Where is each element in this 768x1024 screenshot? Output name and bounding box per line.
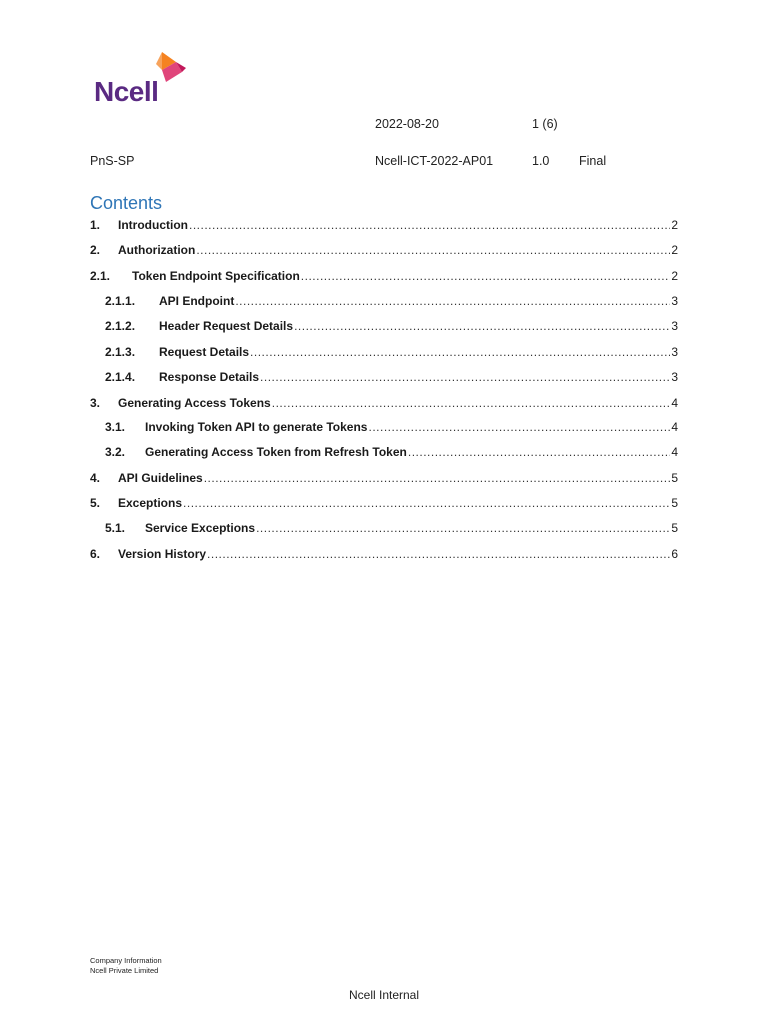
- toc-title: Version History: [118, 547, 207, 561]
- doc-id: Ncell-ICT-2022-AP01: [375, 154, 494, 168]
- toc-page-number: 3: [671, 319, 678, 333]
- toc-number: 2.1.1.: [105, 294, 136, 308]
- toc-number: 2.: [90, 243, 101, 257]
- toc-entry[interactable]: [105, 420, 678, 438]
- doc-date: 2022-08-20: [375, 117, 439, 131]
- toc-title: API Endpoint: [159, 294, 235, 308]
- toc-leader: [272, 396, 671, 410]
- toc-page-number: 2: [671, 218, 678, 232]
- toc-page-number: 3: [671, 370, 678, 384]
- toc-leader: [294, 319, 670, 333]
- toc-page-number: 4: [671, 420, 678, 434]
- toc-page-number: 4: [671, 396, 678, 410]
- toc-title: Authorization: [118, 243, 196, 257]
- toc-entry[interactable]: [90, 243, 678, 261]
- toc-entry[interactable]: [90, 547, 678, 565]
- toc-page-number: 3: [671, 345, 678, 359]
- department-label: PnS-SP: [90, 154, 135, 168]
- toc-title: Service Exceptions: [145, 521, 256, 535]
- toc-page-number: 5: [671, 471, 678, 485]
- toc-leader: [301, 269, 671, 283]
- contents-heading: Contents: [90, 193, 163, 213]
- toc-title: Response Details: [159, 370, 260, 384]
- toc-title: Request Details: [159, 345, 250, 359]
- logo-wordmark: Ncell: [94, 76, 159, 107]
- toc-page-number: 5: [671, 521, 678, 535]
- toc-page-number: 2: [671, 243, 678, 257]
- toc-title: Generating Access Tokens: [118, 396, 271, 410]
- page-indicator: 1 (6): [532, 117, 558, 131]
- toc-entry[interactable]: [90, 396, 678, 414]
- toc-number: 2.1.4.: [105, 370, 136, 384]
- toc-entry[interactable]: [105, 294, 678, 312]
- toc-title: API Guidelines: [118, 471, 203, 485]
- toc-number: 3.2.: [105, 445, 126, 459]
- toc-leader: [207, 547, 670, 561]
- toc-entry[interactable]: [105, 345, 678, 363]
- toc-leader: [196, 243, 670, 257]
- toc-leader: [204, 471, 671, 485]
- toc-entry[interactable]: [90, 496, 678, 514]
- toc-title: Token Endpoint Specification: [132, 269, 300, 283]
- doc-version: 1.0: [532, 154, 550, 168]
- toc-number: 3.1.: [105, 420, 126, 434]
- toc-number: 4.: [90, 471, 101, 485]
- toc-title: Exceptions: [118, 496, 183, 510]
- toc-entry[interactable]: [90, 471, 678, 489]
- toc-title: Invoking Token API to generate Tokens: [145, 420, 368, 434]
- logo-arrow-icon: [152, 50, 188, 86]
- footer-company-info-label: Company Information: [90, 956, 162, 965]
- toc-page-number: 5: [671, 496, 678, 510]
- toc-leader: [256, 521, 670, 535]
- toc-number: 2.1.: [90, 269, 111, 283]
- toc-page-number: 2: [671, 269, 678, 283]
- toc-entry[interactable]: [105, 445, 678, 463]
- footer-classification: Ncell Internal: [348, 988, 420, 1002]
- toc-leader: [408, 445, 670, 459]
- toc-number: 5.: [90, 496, 101, 510]
- toc-entry[interactable]: [105, 521, 678, 539]
- toc-entry[interactable]: [90, 269, 678, 287]
- toc-entry[interactable]: [105, 319, 678, 337]
- toc-entry[interactable]: [105, 370, 678, 388]
- toc-leader: [235, 294, 670, 308]
- toc-page-number: 4: [671, 445, 678, 459]
- toc-page-number: 6: [671, 547, 678, 561]
- toc-number: 3.: [90, 396, 101, 410]
- toc-leader: [250, 345, 670, 359]
- toc-leader: [368, 420, 670, 434]
- toc-leader: [183, 496, 670, 510]
- toc-number: 6.: [90, 547, 101, 561]
- toc-leader: [189, 218, 670, 232]
- toc-title: Introduction: [118, 218, 188, 232]
- toc-number: 1.: [90, 218, 101, 232]
- toc-number: 5.1.: [105, 521, 126, 535]
- toc-page-number: 3: [671, 294, 678, 308]
- footer-company-name: Ncell Private Limited: [90, 966, 159, 975]
- toc-leader: [260, 370, 670, 384]
- toc-title: Header Request Details: [159, 319, 294, 333]
- toc-title: Generating Access Token from Refresh Token: [145, 445, 407, 459]
- toc-number: 2.1.2.: [105, 319, 136, 333]
- toc-number: 2.1.3.: [105, 345, 136, 359]
- toc-entry[interactable]: [90, 218, 678, 236]
- ncell-logo: [94, 50, 194, 112]
- doc-status: Final: [579, 154, 607, 168]
